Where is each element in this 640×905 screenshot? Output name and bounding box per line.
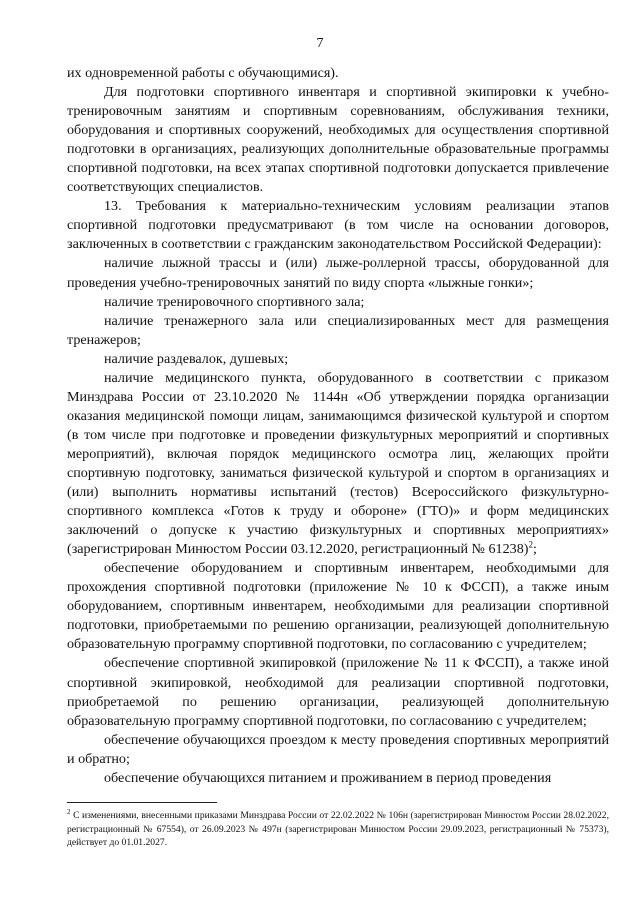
footnote-text: С изменениями, внесенными приказами Минздрава России от 22.02.2022 № 106н (зарегистрирован Минюстом России 28.02.2022, регистрационный № 67554), от 26.09.2023 № 497н (зарегистрирован Минюстом России 29.09.2023, регистрационный № 75373), действует до 01.01.2027. xyxy=(67,810,609,848)
list-item-meals-accommodation: обеспечение обучающихся питанием и проживанием в период проведения xyxy=(104,769,552,786)
list-item-changing-rooms: наличие раздевалок, душевых; xyxy=(104,350,289,367)
footnote xyxy=(67,809,609,850)
footnote-reference-suffix: ; xyxy=(532,541,537,558)
medical-point-text: наличие медицинского пункта, оборудованного в соответствии с приказом Минздрава России от 23.10.2020 № 1144н «Об утверждении порядка организации оказания медицинской помощи лицам, занимающимся физической культурой и спортом (в том числе при подготовке и проведении физкультурных мероприятий и спортивных мероприятий), включая порядок медицинского осмотра лиц, желающих пройти спортивную подготовку, заниматься физической культурой и спортом в организациях и (или) выполнить нормативы испытаний (тестов) Всероссийского физкультурно-спортивного комплекса «Готов к труду и обороне» (ГТО)» и форм медицинских заключений о допуске к участию физкультурных и спортивных мероприятиях» (зарегистрирован Минюстом России 03.12.2020, регистрационный № 61238) xyxy=(67,369,609,558)
paragraph-continuation: их одновременной работы с обучающимися). xyxy=(67,65,339,81)
document-body xyxy=(67,64,609,788)
footnote-marker: 2 xyxy=(67,807,71,816)
paragraph-specialists: Для подготовки спортивного инвентаря и спортивной экипировки к учебно-тренировочным занятиям и спортивным соревнованиям, обслуживания техники, оборудования и спортивных сооружений, необходимых для осуществления спортивной подготовки в организациях, реализующих дополнительные образовательные программы спортивной подготовки, на всех этапах спортивной подготовки допускается привлечение соответствующих специалистов. xyxy=(67,84,609,196)
footnote-divider xyxy=(67,802,217,803)
footnote-reference: 2 xyxy=(528,539,533,550)
page-number: 7 xyxy=(316,36,324,51)
list-item-medical-point xyxy=(67,369,609,559)
list-item-transport: обеспечение обучающихся проездом к месту проведения спортивных мероприятий и обратно; xyxy=(67,731,609,767)
list-item-sports-gear: обеспечение спортивной экипировкой (приложение № 11 к ФССП), а также иной спортивной экипировкой, необходимой для реализации спортивной подготовки, приобретаемой по решению организации, реализующей дополнительную образовательную программу спортивной подготовки, по согласованию с учредителем; xyxy=(67,655,609,729)
paragraph-requirements-13: 13. Требования к материально-техническим условиям реализации этапов спортивной подготовки предусматривают (в том числе на основании договоров, заключенных в соответствии с гражданским законодательством Российской Федерации): xyxy=(67,198,609,253)
list-item-equipment: обеспечение оборудованием и спортивным инвентарем, необходимыми для прохождения спортивной подготовки (приложение № 10 к ФССП), а также иным оборудованием, спортивным инвентарем, необходимыми для реализации спортивной подготовки, приобретаемыми по решению организации, реализующей дополнительную образовательную программу спортивной подготовки, по согласованию с учредителем; xyxy=(67,560,609,653)
list-item-gym: наличие тренажерного зала или специализированных мест для размещения тренажеров; xyxy=(67,312,609,348)
list-item-ski-track: наличие лыжной трассы и (или) лыже-роллерной трассы, оборудованной для проведения учебно-тренировочных занятий по виду спорта «лыжные гонки»; xyxy=(67,255,609,291)
list-item-training-hall: наличие тренировочного спортивного зала; xyxy=(104,293,365,310)
